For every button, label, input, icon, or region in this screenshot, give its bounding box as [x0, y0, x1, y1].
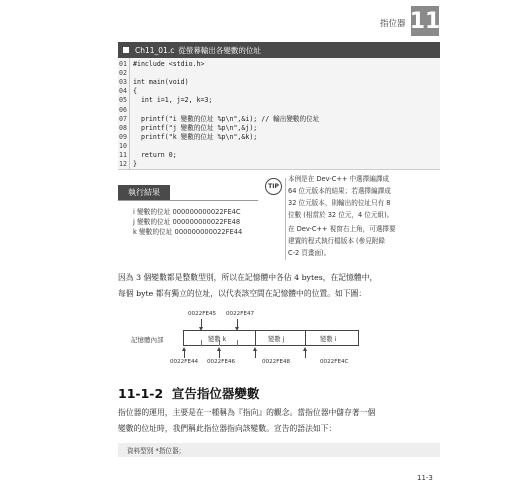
- body-paragraph-line: 因為 3 個變數都是整數型別，所以在記憶體中各佔 4 bytes，在記憶體中，: [118, 273, 378, 282]
- memory-divider: [255, 330, 256, 346]
- section-number: 11-1-2: [118, 386, 164, 401]
- square-bullet-icon: [123, 47, 129, 53]
- code-text: return 0;: [133, 151, 177, 159]
- section-title: 宣告指位器變數: [171, 386, 260, 401]
- tip-line: 位數 (相當於 32 位元，4 位元組)。: [288, 211, 394, 219]
- line-number: 11: [119, 151, 127, 159]
- code-text: {: [133, 87, 137, 96]
- arrow-down-icon: [201, 319, 202, 328]
- chapter-title: 指位器: [380, 19, 406, 29]
- tip-line: 建置的程式執行檔版本 (參見附錄: [288, 237, 385, 245]
- code-text: int main(void): [133, 78, 189, 87]
- syntax-box: 資料型別 *指位器；: [118, 443, 440, 457]
- memory-byte-tick: [237, 340, 238, 346]
- tip-line: 32 位元版本，則輸出的位址只有 8: [288, 199, 391, 207]
- code-line: [118, 133, 257, 143]
- memory-label: 記憶體內部: [131, 336, 164, 344]
- code-text: }: [133, 160, 137, 169]
- line-number: 06: [119, 105, 127, 114]
- code-listing: [118, 58, 440, 170]
- line-number: 02: [119, 69, 127, 78]
- arrow-up-icon: [255, 350, 256, 358]
- result-line: j 變數的位址 000000000022FE48: [133, 218, 241, 226]
- variable-j-cell: 變數 j: [268, 336, 285, 343]
- line-number: 01: [119, 60, 127, 68]
- result-line: i 變數的位址 000000000022FE4C: [133, 208, 241, 216]
- code-text: printf("i 變數的位址 %p\n",&i); // 輸出變數的位址: [133, 114, 320, 123]
- line-number: 07: [119, 114, 127, 123]
- code-text: #include <stdio.h>: [133, 60, 205, 68]
- body-paragraph-line: 指位器的運用，主要是在一種稱為『指向』的觀念。當指位器中儲存著一個: [118, 408, 376, 417]
- line-number: 09: [119, 132, 127, 141]
- code-caption: 從螢幕輸出各變數的位址: [178, 45, 261, 55]
- address-label-bottom: 0022FE48: [262, 359, 291, 365]
- result-line: k 變數的位址 000000000022FE44: [133, 228, 243, 236]
- arrow-down-icon: [237, 319, 238, 328]
- result-title: 執行結果: [118, 185, 170, 200]
- result-divider: [118, 200, 258, 201]
- line-number: 12: [119, 160, 127, 169]
- line-number: 05: [119, 96, 127, 105]
- memory-byte-tick: [201, 340, 202, 346]
- address-label-top: 0022FE45: [188, 311, 217, 317]
- tip-line: 本例是在 Dev-C++ 中選擇編譯成: [288, 175, 390, 183]
- line-number: 03: [119, 78, 127, 87]
- code-text: printf("k 變數的位址 %p\n",&k);: [133, 132, 258, 141]
- section-heading: [118, 384, 259, 402]
- address-label-bottom: 0022FE44: [170, 359, 199, 365]
- line-number: 08: [119, 123, 127, 132]
- page-number: 11-3: [417, 474, 433, 482]
- arrow-up-icon: [184, 350, 185, 358]
- line-number: 10: [119, 141, 127, 150]
- code-text: int i=1, j=2, k=3;: [133, 96, 213, 105]
- code-filename: Ch11_01.c: [135, 45, 175, 55]
- line-number: 04: [119, 87, 127, 96]
- code-line: [118, 160, 137, 170]
- code-listing-header: [118, 42, 440, 58]
- body-paragraph-line: 每個 byte 都有獨立的位址，以代表該空間在記憶體中的位置。如下圖：: [118, 289, 367, 298]
- arrow-up-icon: [305, 350, 306, 358]
- code-text: printf("j 變數的位址 %p\n",&j);: [133, 123, 258, 132]
- body-paragraph-line: 變數的位址時，我們稱此指位器指向該變數。宣告的語法如下：: [118, 424, 337, 433]
- variable-i-cell: 變數 i: [320, 336, 337, 343]
- tip-line: C-2 頁畫面)。: [288, 249, 331, 257]
- tip-line: 64 位元版本的結果；若選擇編譯成: [288, 187, 391, 195]
- tip-line: 在 Dev-C++ 視窗右上角，可選擇要: [288, 225, 396, 233]
- arrow-up-icon: [219, 350, 220, 358]
- memory-divider: [305, 330, 306, 346]
- address-label-top: 0022FE47: [226, 311, 255, 317]
- variable-k-cell: 變數 k: [208, 336, 227, 343]
- tip-icon: TIP: [265, 178, 282, 195]
- tip-divider: [285, 178, 286, 260]
- address-label-bottom: 0022FE4C: [320, 359, 349, 365]
- chapter-number-badge: 11: [411, 6, 439, 36]
- address-label-bottom: 0022FE46: [207, 359, 236, 365]
